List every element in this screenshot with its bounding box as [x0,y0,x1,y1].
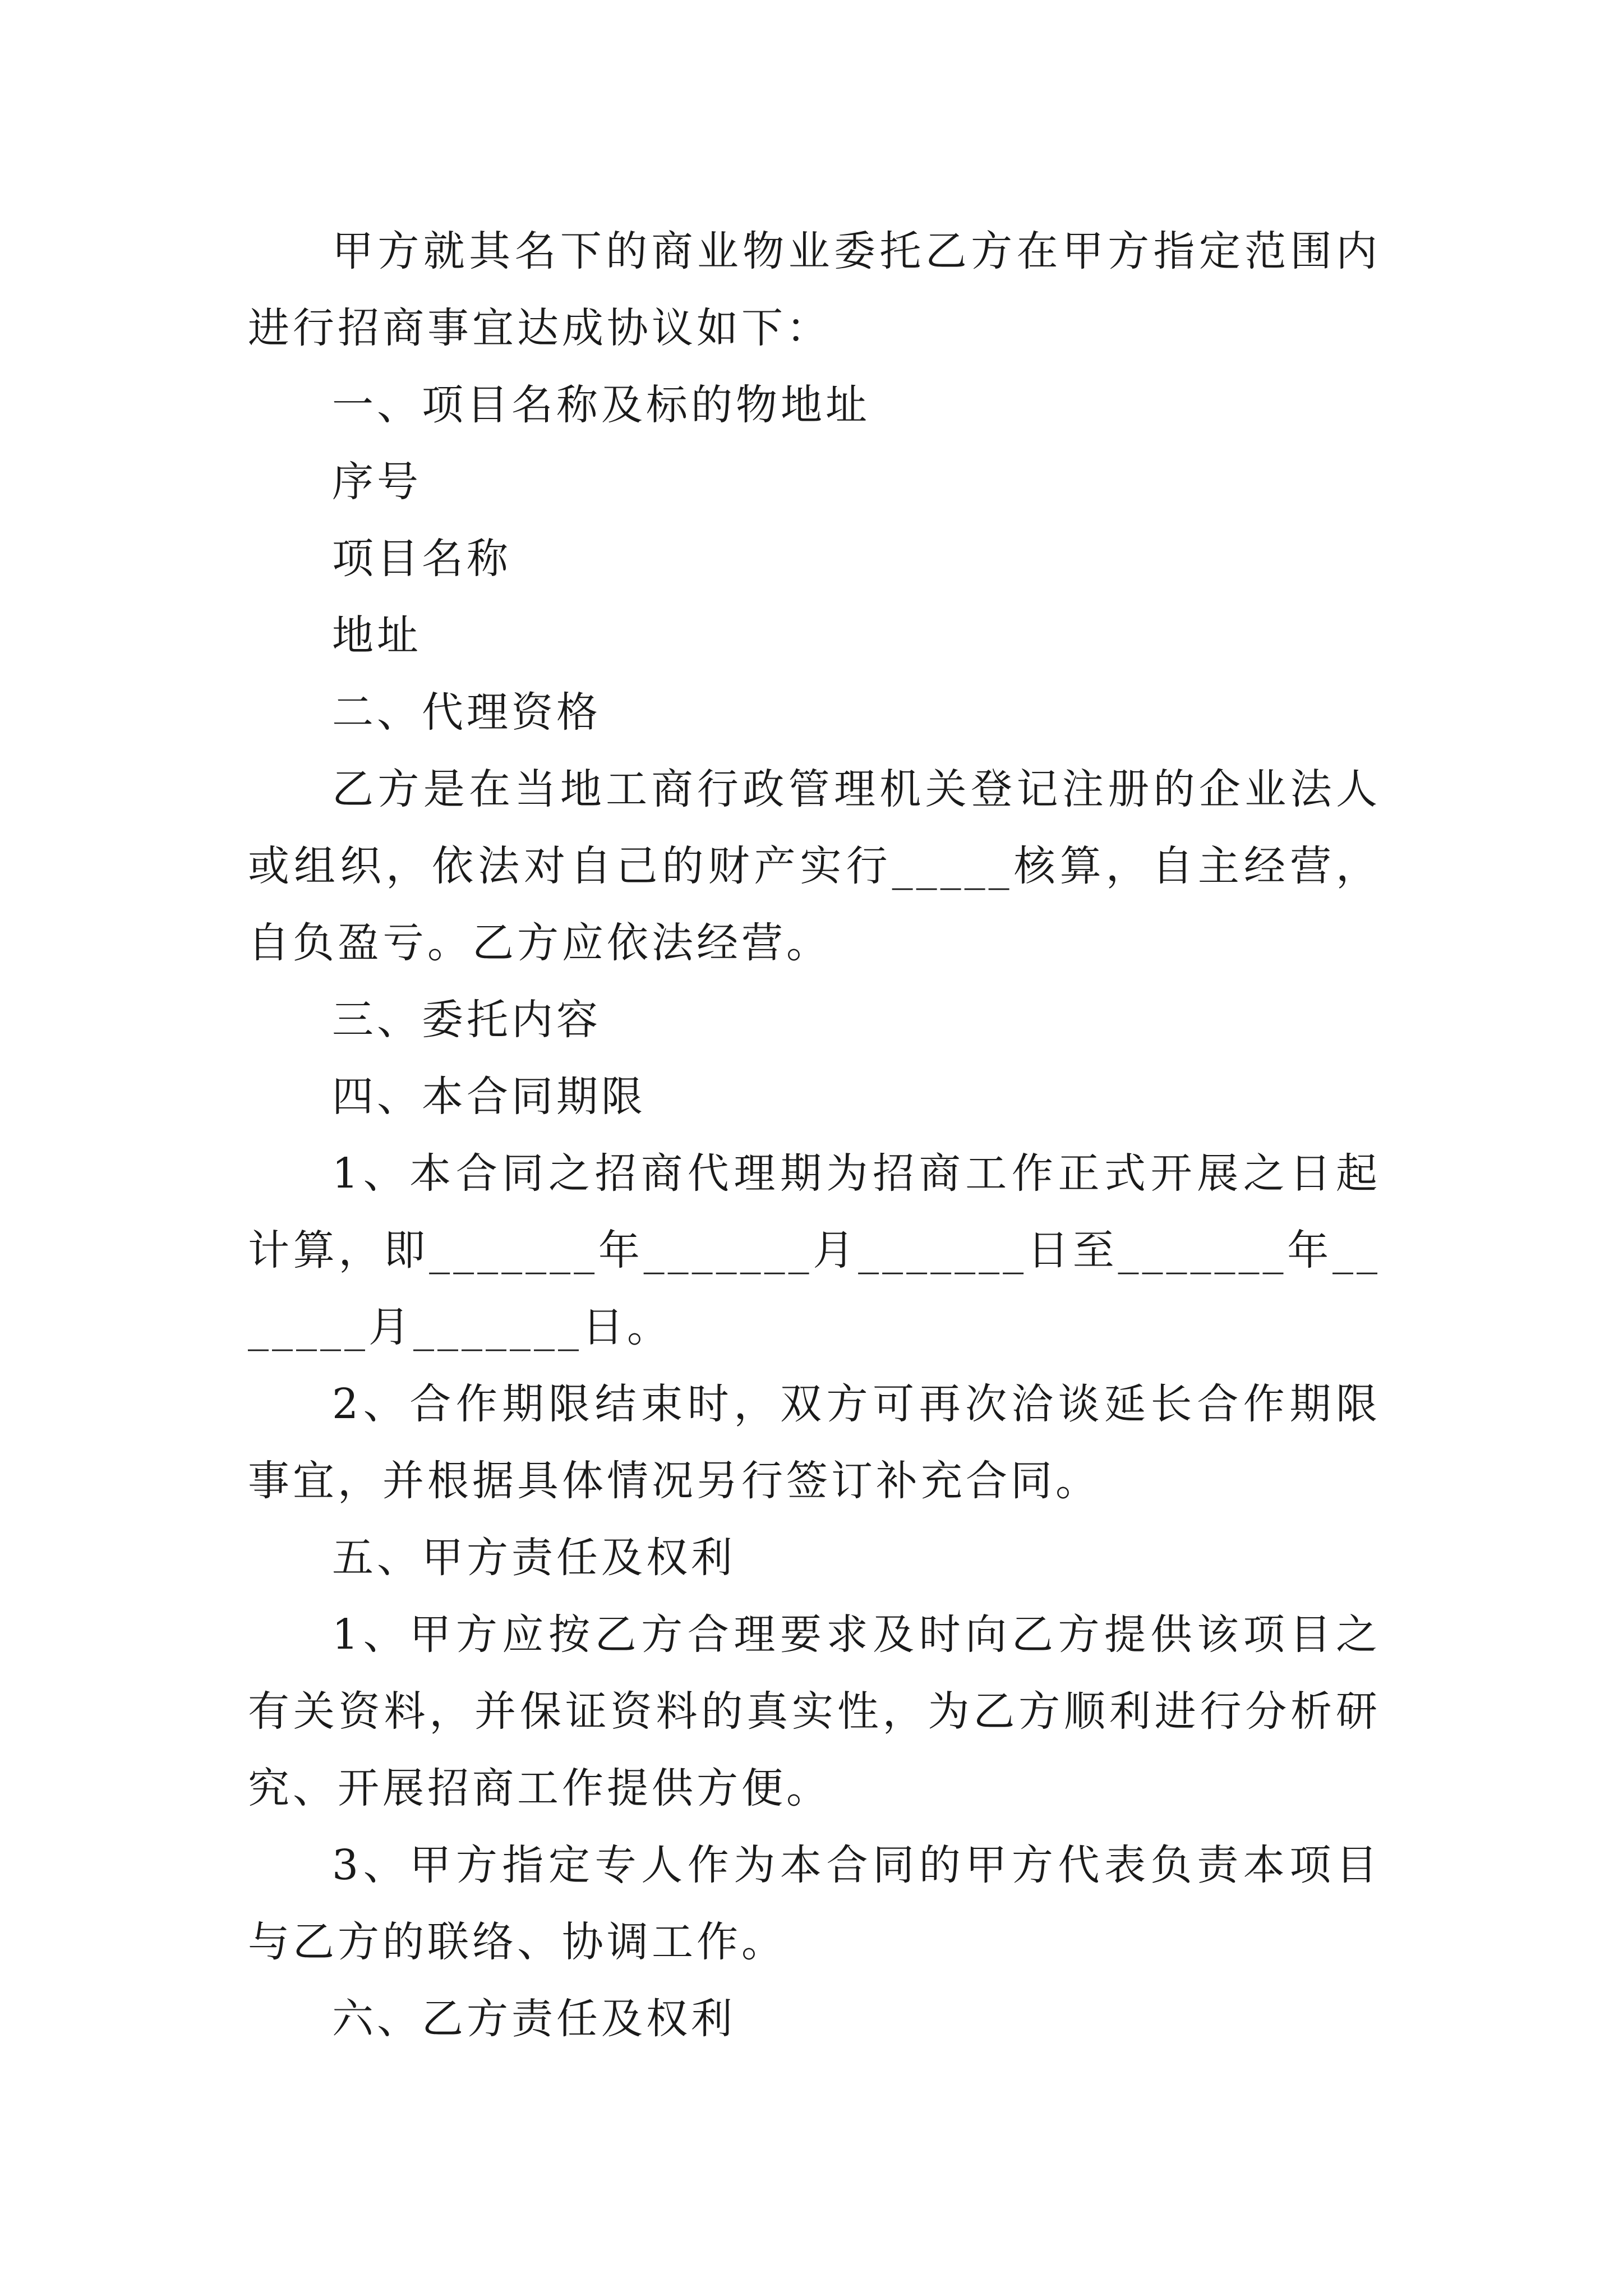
intro-paragraph: 甲方就其名下的商业物业委托乙方在甲方指定范围内进行招商事宜达成协议如下： [248,227,1381,352]
party-a-clause-3: 3、甲方指定专人作为本合同的甲方代表负责本项目与乙方的联络、协调工作。 [248,1841,1381,1966]
section-heading-4: 四、本合同期限 [332,1073,646,1121]
section-heading-2: 二、代理资格 [332,688,601,737]
section-heading-5: 五、甲方责任及权利 [332,1534,736,1582]
section-heading-6: 六、乙方责任及权利 [332,1995,736,2043]
document-body [248,213,1381,2058]
section-heading-1: 一、项目名称及标的物地址 [332,381,870,429]
term-clause-1: 1、本合同之招商代理期为招商工作正式开展之日起计算，即_______年_______月_______日至_______年_______月_______日。 [248,1149,1381,1351]
term-clause-2: 2、合作期限结束时，双方可再次洽谈延长合作期限事宜，并根据具体情况另行签订补充合同。 [248,1380,1381,1505]
field-label-serial-number: 序号 [332,458,422,506]
field-label-address: 地址 [332,611,422,660]
agent-qualification-paragraph: 乙方是在当地工商行政管理机关登记注册的企业法人或组织，依法对自己的财产实行_____核算，自主经营，自负盈亏。乙方应依法经营。 [248,765,1381,967]
section-heading-3: 三、委托内容 [332,996,601,1044]
field-label-project-name: 项目名称 [332,535,511,583]
party-a-clause-1: 1、甲方应按乙方合理要求及时向乙方提供该项目之有关资料，并保证资料的真实性，为乙方顺利进行分析研究、开展招商工作提供方便。 [248,1611,1381,1812]
